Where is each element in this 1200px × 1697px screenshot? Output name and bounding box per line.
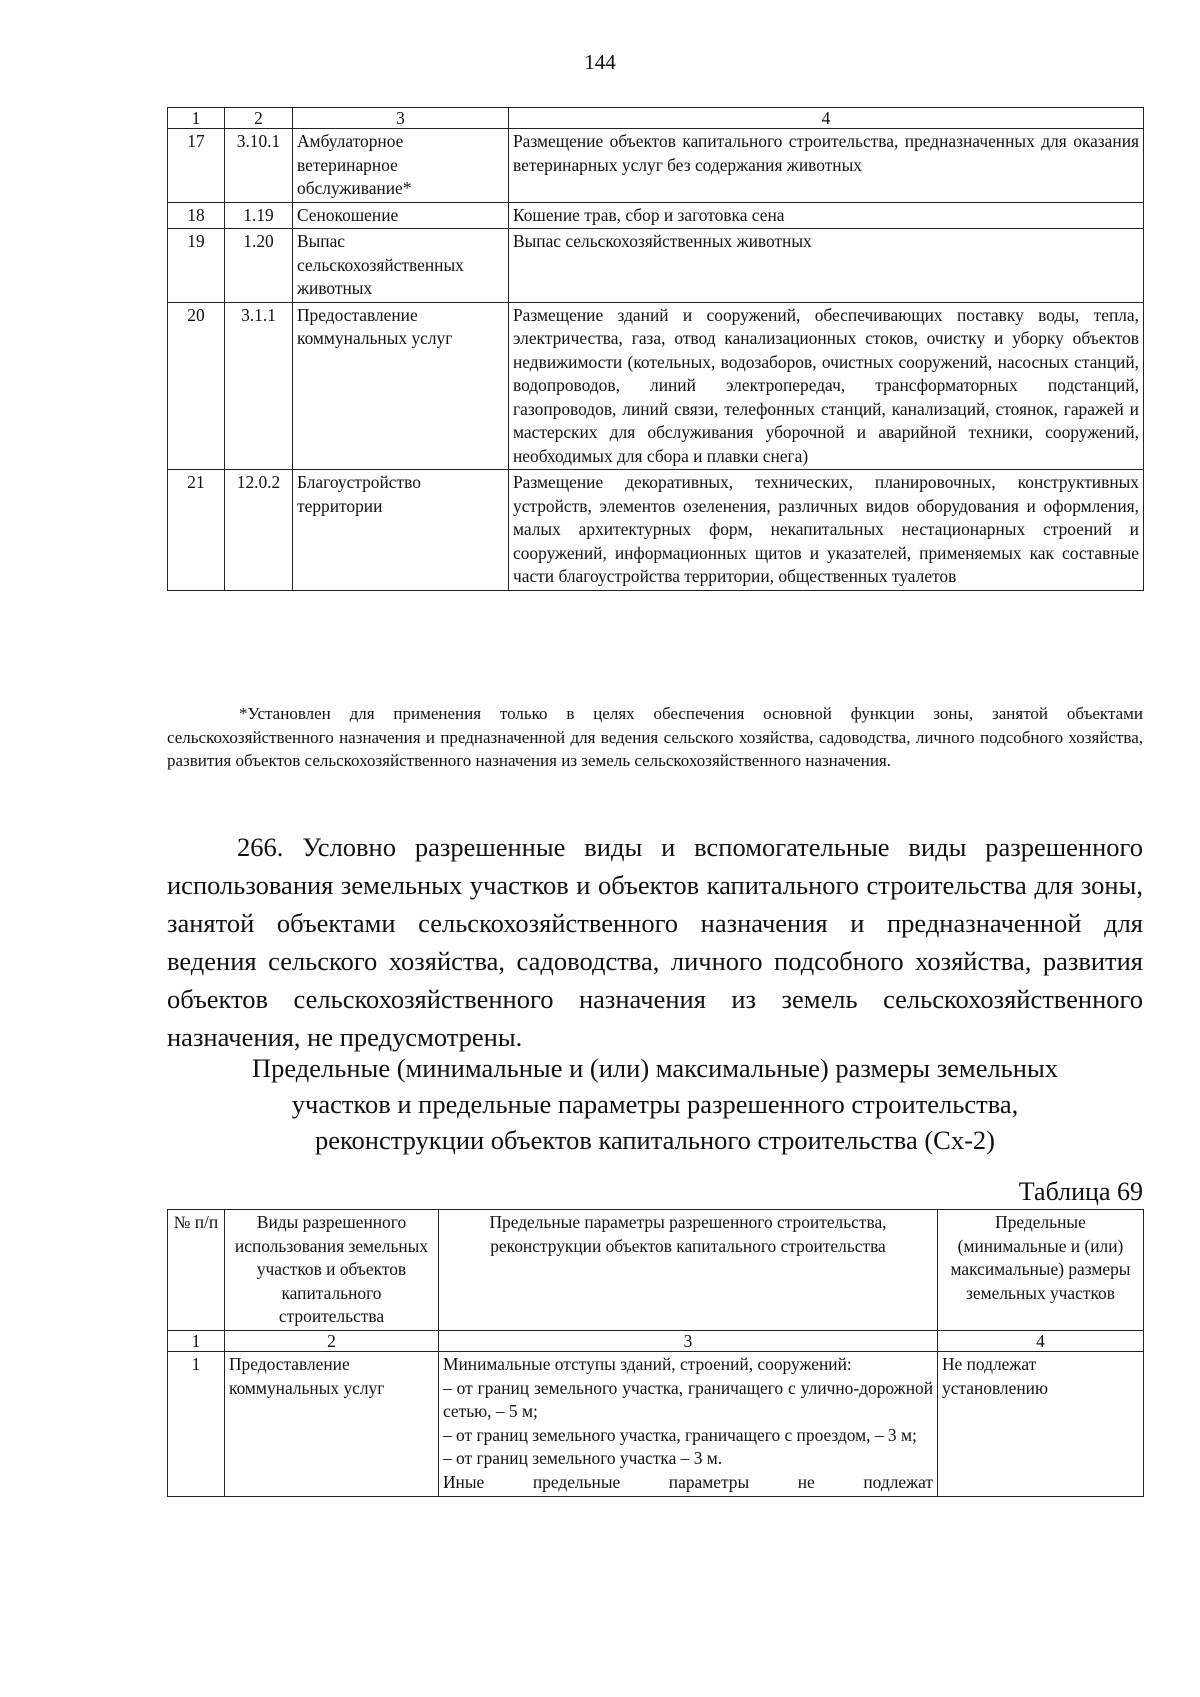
table-header-row	[168, 108, 1144, 129]
table-label: Таблица 69	[1018, 1177, 1143, 1206]
row-name: Выпас сельскохозяйственных животных	[293, 229, 509, 303]
row-number: 17	[168, 129, 225, 203]
parameter-line: – от границ земельного участка – 3 м.	[443, 1448, 723, 1469]
header-cell: 3	[293, 108, 509, 129]
column-numbers-row	[168, 1330, 1144, 1351]
parameter-line: – от границ земельного участка, граничащего с проездом, – 3 м;	[443, 1424, 917, 1445]
footnote-text: *Установлен для применения только в целях обеспечения основной функции зоны, занятой объектами сельскохозяйственного назначения и предназначенной для ведения сельского хозяйства, садоводства, личного подсобного хозяйства, развития объектов сельскохозяйственного назначения из земель сельскохозяйственного назначения.	[167, 704, 1143, 771]
column-number: 3	[439, 1330, 938, 1351]
section-paragraph	[167, 828, 1143, 1056]
row-code: 12.0.2	[225, 470, 293, 591]
paragraph-text: 266. Условно разрешенные виды и вспомогательные виды разрешенного использования земельных участков и объектов капитального строительства для зоны, занятой объектами сельскохозяйственного назначения и предназначенной для ведения сельского хозяйства, садоводства, личного подсобного хозяйства, развития объектов сельскохозяйственного назначения из земель сельскохозяйственного назначения, не предусмотрены.	[167, 832, 1143, 1052]
row-name: Благоустройство территории	[293, 470, 509, 591]
table-row	[168, 1351, 1144, 1496]
column-number: 4	[938, 1330, 1144, 1351]
parameter-line: Минимальные отступы зданий, строений, сооружений:	[443, 1353, 852, 1374]
row-number: 20	[168, 302, 225, 470]
row-description: Размещение объектов капитального строительства, предназначенных для оказания ветеринарных услуг без содержания животных	[509, 129, 1144, 203]
row-number: 18	[168, 202, 225, 229]
row-parameters	[439, 1351, 938, 1496]
header-cell-sizes: Предельные (минимальные и (или) максимальные) размеры земельных участков	[938, 1210, 1144, 1331]
row-number: 21	[168, 470, 225, 591]
header-cell: 2	[225, 108, 293, 129]
table-header-row	[168, 1210, 1144, 1331]
row-description: Выпас сельскохозяйственных животных	[509, 229, 1144, 303]
row-code: 1.20	[225, 229, 293, 303]
table-row	[168, 129, 1144, 203]
heading-line: Предельные (минимальные и (или) максимальные) размеры земельных	[251, 1053, 1059, 1083]
row-code: 3.1.1	[225, 302, 293, 470]
parameters-table	[167, 1209, 1144, 1497]
table-row	[168, 229, 1144, 303]
row-description: Размещение декоративных, технических, планировочных, конструктивных устройств, элементов озеленения, различных видов оборудования и оформления, малых архитектурных форм, некапитальных нестационарных строений и сооружений, информационных щитов и указателей, применяемых как составные части благоустройства территории, общественных туалетов	[509, 470, 1144, 591]
heading-line: реконструкции объектов капитального строительства (Сх-2)	[314, 1125, 996, 1155]
footnote	[167, 702, 1143, 773]
land-use-table-continued	[167, 107, 1144, 591]
table-row	[168, 302, 1144, 470]
row-code: 3.10.1	[225, 129, 293, 203]
row-description: Размещение зданий и сооружений, обеспечивающих поставку воды, тепла, электричества, газа, отвод канализационных стоков, очистку и уборку объектов недвижимости (котельных, водозаборов, очистных сооружений, насосных станций, водопроводов, линий электропередач, трансформаторных подстанций, газопроводов, линий связи, телефонных станций, канализаций, стоянок, гаражей и мастерских для обслуживания уборочной и аварийной техники, сооружений, необходимых для сбора и плавки снега)	[509, 302, 1144, 470]
row-name: Сенокошение	[293, 202, 509, 229]
table-row	[168, 470, 1144, 591]
header-cell: 1	[168, 108, 225, 129]
row-description: Кошение трав, сбор и заготовка сена	[509, 202, 1144, 229]
section-heading	[167, 1050, 1143, 1158]
header-cell-use-types: Виды разрешенного использования земельных участков и объектов капитального строительства	[225, 1210, 439, 1331]
header-cell: 4	[509, 108, 1144, 129]
row-name: Предоставление коммунальных услуг	[293, 302, 509, 470]
parameter-line: Иные предельные параметры не подлежат	[443, 1471, 933, 1492]
row-name: Предоставление коммунальных услуг	[225, 1351, 439, 1496]
row-code: 1.19	[225, 202, 293, 229]
column-number: 1	[168, 1330, 225, 1351]
row-number: 1	[168, 1351, 225, 1496]
header-cell-parameters: Предельные параметры разрешенного строительства, реконструкции объектов капитального строительства	[439, 1210, 938, 1331]
column-number: 2	[225, 1330, 439, 1351]
row-size: Не подлежат установлению	[938, 1351, 1144, 1496]
row-name: Амбулаторное ветеринарное обслуживание*	[293, 129, 509, 203]
page-number: 144	[584, 50, 616, 74]
heading-line: участков и предельные параметры разрешенного строительства,	[291, 1089, 1019, 1119]
header-cell-number: № п/п	[168, 1210, 225, 1331]
parameter-line: – от границ земельного участка, граничащего с улично-дорожной сетью, – 5 м;	[443, 1377, 933, 1422]
table-row	[168, 202, 1144, 229]
row-number: 19	[168, 229, 225, 303]
